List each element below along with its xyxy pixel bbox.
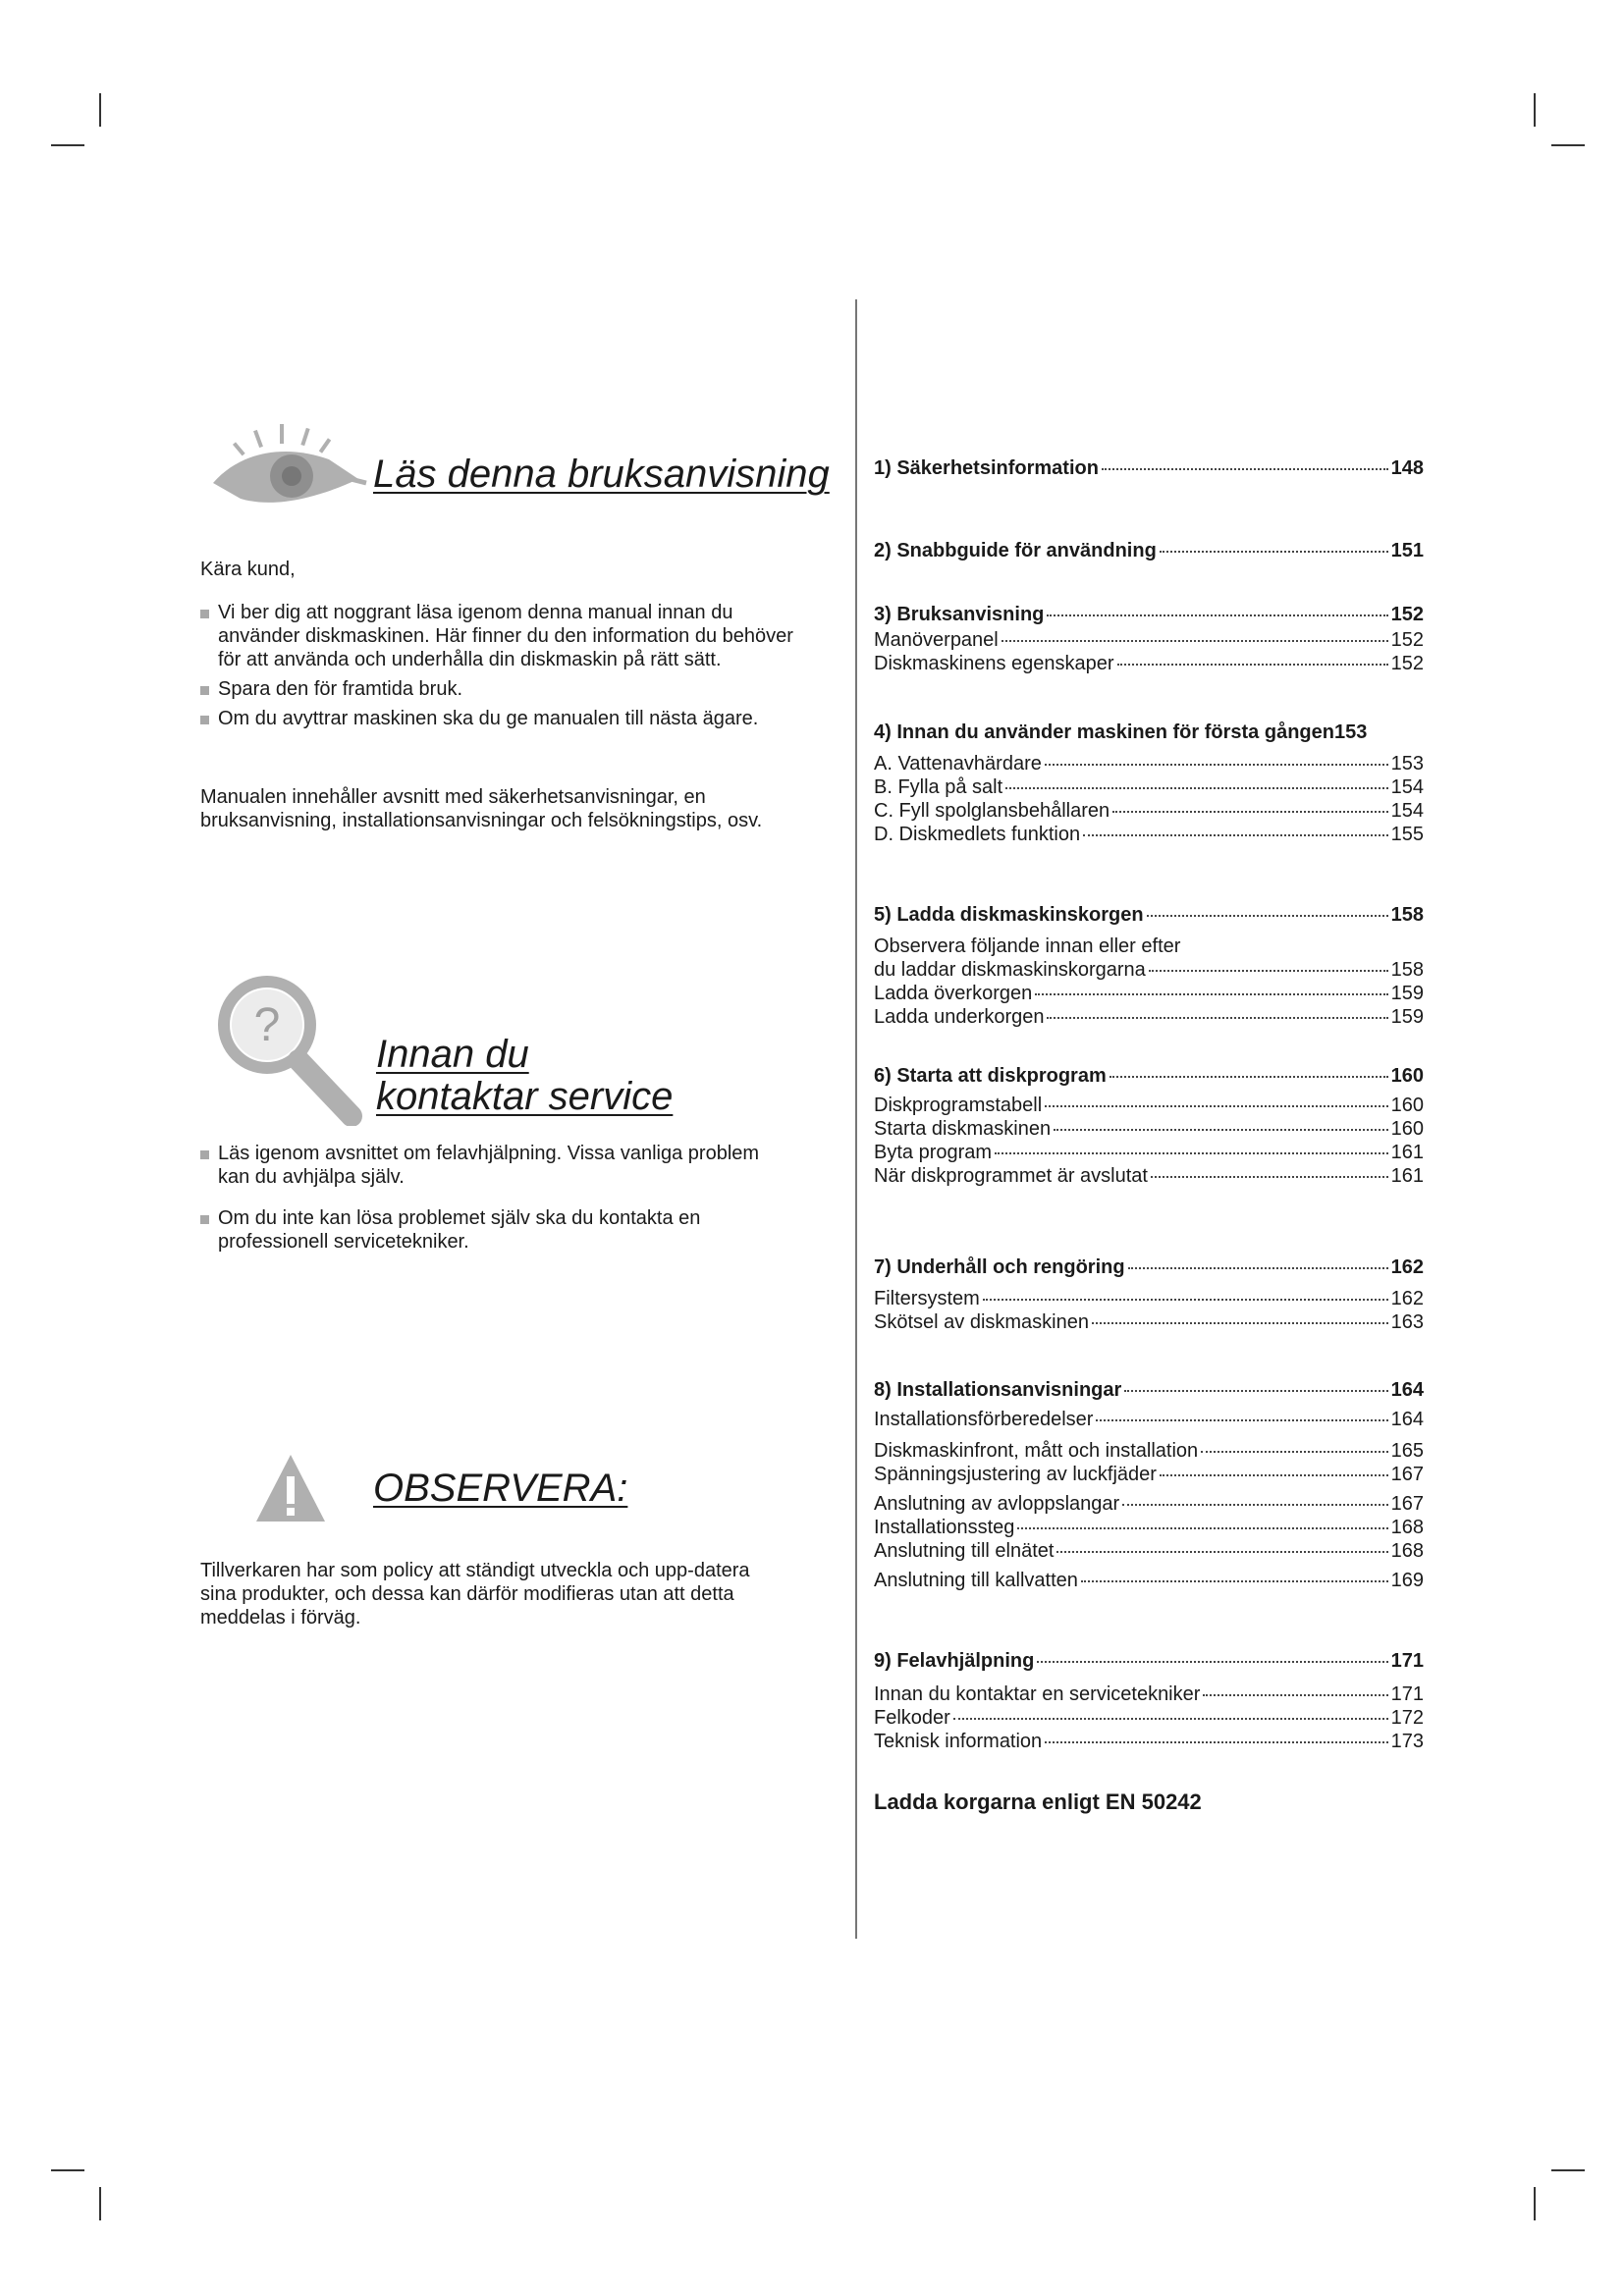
eye-icon — [211, 422, 368, 515]
crop-mark — [99, 93, 101, 127]
toc-section-9 — [874, 1647, 1424, 1753]
toc-entry: Ladda underkorgen 159 — [874, 1006, 1424, 1028]
toc-section-4 — [874, 719, 1424, 846]
toc-entry: Starta diskmaskinen 160 — [874, 1118, 1424, 1140]
toc-section-2 — [874, 537, 1424, 564]
notice-paragraph: Tillverkaren har som policy att ständigt utveckla och upp-datera sina produkter, och dessa kan därför modifieras utan att detta meddelas i förväg. — [200, 1560, 750, 1629]
greeting: Kära kund, — [200, 559, 296, 580]
toc-entry: Diskmaskinens egenskaper 152 — [874, 653, 1424, 674]
toc-heading: 4) Innan du använder maskinen för första gången 153 — [874, 721, 1368, 743]
toc-entry: Diskprogramstabell 160 — [874, 1095, 1424, 1116]
crop-mark — [99, 2187, 101, 2220]
toc-entry: Teknisk information 173 — [874, 1731, 1424, 1752]
toc-heading: 3) Bruksanvisning 152 — [874, 604, 1424, 625]
toc-entry: Anslutning till elnätet 168 — [874, 1540, 1424, 1562]
toc-entry: B. Fylla på salt 154 — [874, 776, 1424, 798]
toc-heading: 6) Starta att diskprogram 160 — [874, 1065, 1424, 1087]
toc-entry: När diskprogrammet är avslutat 161 — [874, 1165, 1424, 1187]
warning-triangle-icon — [253, 1451, 328, 1525]
toc-entry: Installationsförberedelser 164 — [874, 1409, 1424, 1430]
before-service-heading-line2: kontaktar service — [376, 1075, 674, 1118]
toc-entry: Anslutning av avloppslangar 167 — [874, 1493, 1424, 1515]
toc-entry: du laddar diskmaskinskorgarna 158 — [874, 959, 1424, 981]
toc-section-3 — [874, 601, 1424, 675]
crop-mark — [1551, 144, 1585, 146]
crop-mark — [1534, 93, 1536, 127]
toc-section-6 — [874, 1062, 1424, 1188]
read-manual-paragraph: Manualen innehåller avsnitt med säkerhetsanvisningar, en bruksanvisning, installationsanvisningar och felsökningstips, osv. — [200, 786, 763, 831]
toc-entry: C. Fyll spolglansbehållaren 154 — [874, 800, 1424, 822]
toc-final-note: Ladda korgarna enligt EN 50242 — [874, 1789, 1202, 1814]
toc-entry: Ladda överkorgen 159 — [874, 983, 1424, 1004]
toc-entry: Skötsel av diskmaskinen 163 — [874, 1311, 1424, 1333]
toc-entry: Innan du kontaktar en servicetekniker 171 — [874, 1683, 1424, 1705]
list-item: Om du inte kan lösa problemet själv ska du kontakta en professionell servicetekniker. — [200, 1206, 789, 1254]
crop-mark — [51, 144, 84, 146]
crop-mark — [1534, 2187, 1536, 2220]
crop-mark — [1551, 2169, 1585, 2171]
toc-section-5 — [874, 901, 1424, 1029]
toc-entry: Manöverpanel 152 — [874, 629, 1424, 651]
toc-section-1 — [874, 454, 1424, 482]
before-service-bullets — [200, 1142, 789, 1259]
toc-entry-intro: Observera följande innan eller efter — [874, 935, 1181, 957]
toc-entry: Byta program 161 — [874, 1142, 1424, 1163]
read-manual-bullets — [200, 601, 799, 736]
toc-heading: 5) Ladda diskmaskinskorgen 158 — [874, 904, 1424, 926]
list-item: Om du avyttrar maskinen ska du ge manualen till nästa ägare. — [200, 707, 799, 730]
list-item: Spara den för framtida bruk. — [200, 677, 799, 701]
magnifier-question-icon — [216, 974, 363, 1126]
before-service-heading-line1: Innan du — [376, 1033, 529, 1076]
list-item: Vi ber dig att noggrant läsa igenom denna manual innan du använder diskmaskinen. Här finner du den information du behöver för att använda och underhålla din diskmaskin på rätt sätt. — [200, 601, 799, 671]
toc-heading: 1) Säkerhetsinformation 148 — [874, 457, 1424, 479]
toc-entry: Spänningsjustering av luckfjäder 167 — [874, 1464, 1424, 1485]
toc-heading: 2) Snabbguide för användning 151 — [874, 540, 1424, 561]
toc-entry: Anslutning till kallvatten 169 — [874, 1570, 1424, 1591]
crop-mark — [51, 2169, 84, 2171]
toc-entry: Felkoder 172 — [874, 1707, 1424, 1729]
toc-heading: 9) Felavhjälpning 171 — [874, 1650, 1424, 1672]
toc-heading: 8) Installationsanvisningar 164 — [874, 1379, 1424, 1401]
read-manual-heading: Läs denna bruksanvisning — [373, 453, 830, 496]
list-item: Läs igenom avsnittet om felavhjälpning. Vissa vanliga problem kan du avhjälpa själv. — [200, 1142, 789, 1189]
toc-entry: D. Diskmedlets funktion 155 — [874, 824, 1424, 845]
notice-heading: OBSERVERA: — [373, 1467, 628, 1510]
toc-section-7 — [874, 1254, 1424, 1334]
toc-heading: 7) Underhåll och rengöring 162 — [874, 1256, 1424, 1278]
toc-section-8 — [874, 1376, 1424, 1592]
svg-text:?: ? — [253, 999, 281, 1051]
toc-entry: A. Vattenavhärdare 153 — [874, 753, 1424, 774]
toc-entry: Diskmaskinfront, mått och installation 165 — [874, 1440, 1424, 1462]
column-divider — [855, 299, 857, 1939]
toc-entry: Installationssteg 168 — [874, 1517, 1424, 1538]
toc-entry: Filtersystem 162 — [874, 1288, 1424, 1309]
